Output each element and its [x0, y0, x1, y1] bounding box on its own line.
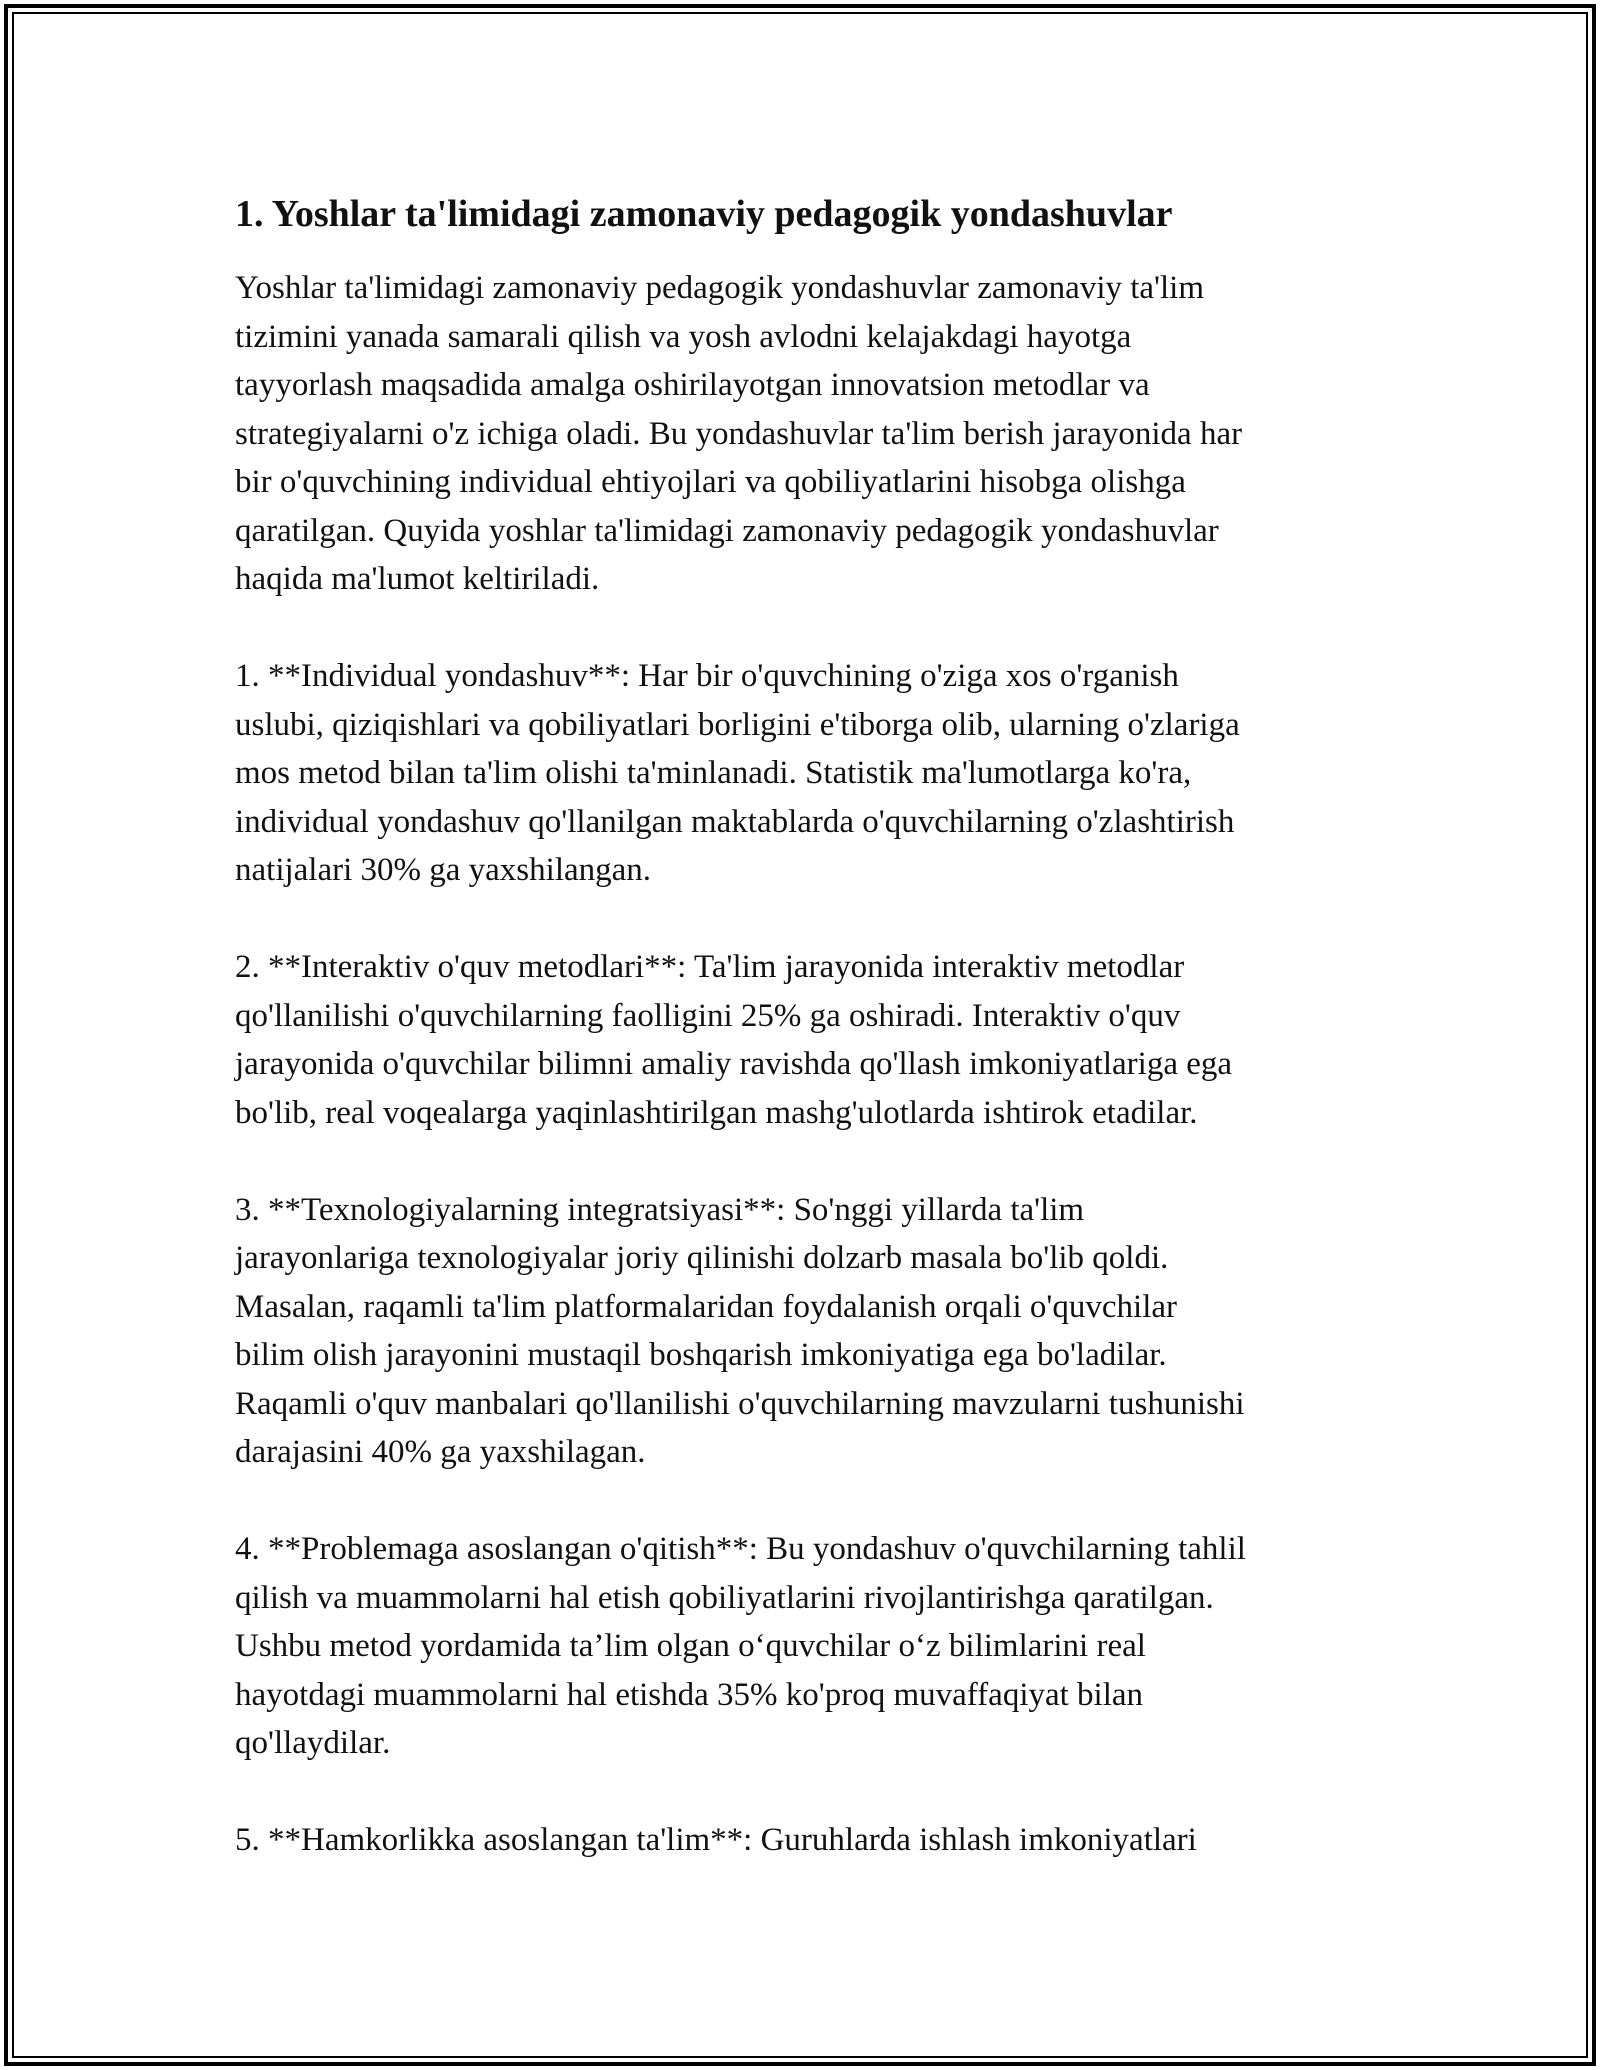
text-line: Yoshlar ta'limidagi zamonaviy pedagogik yondashuvlar zamonaviy ta'lim [235, 270, 1205, 306]
item-technology-integration [235, 1186, 1375, 1477]
text-line: Raqamli o'quv manbalari qo'llanilishi o'quvchilarning mavzularni tushunishi [235, 1385, 1245, 1422]
text-line: hayotdagi muammolarni hal etishda 35% ko'proq muvaffaqiyat bilan [235, 1676, 1144, 1713]
item-problem-based-learning [235, 1525, 1375, 1768]
text-line: uslubi, qiziqishlari va qobiliyatlari borligini e'tiborga olib, ularning o'zlariga [235, 706, 1240, 743]
intro-paragraph [235, 264, 1375, 604]
text-line: bilim olish jarayonini mustaqil boshqarish imkoniyatiga ega bo'ladilar. [235, 1337, 1167, 1373]
text-line: 5. **Hamkorlikka asoslangan ta'lim**: Guruhlarda ishlash imkoniyatlari [235, 1822, 1197, 1858]
text-line: darajasini 40% ga yaxshilagan. [235, 1434, 646, 1470]
text-line: haqida ma'lumot keltiriladi. [235, 561, 600, 597]
text-line: bir o'quvchining individual ehtiyojlari va qobiliyatlarini hisobga olishga [235, 464, 1186, 500]
text-line: jarayonlariga texnologiyalar joriy qilinishi dolzarb masala bo'lib qoldi. [235, 1240, 1169, 1276]
text-line: jarayonida o'quvchilar bilimni amaliy ravishda qo'llash imkoniyatlariga ega [235, 1046, 1233, 1082]
item-individual-approach [235, 652, 1375, 895]
text-line: tayyorlash maqsadida amalga oshirilayotgan innovatsion metodlar va [235, 367, 1150, 403]
text-line: individual yondashuv qo'llanilgan maktablarda o'quvchilarning o'zlashtirish [235, 803, 1235, 840]
text-line: 1. **Individual yondashuv**: Har bir o'quvchining o'ziga xos o'rganish [235, 658, 1179, 694]
text-line: Ushbu metod yordamida ta’lim olgan o‘quvchilar o‘z bilimlarini real [235, 1628, 1146, 1664]
text-line: bo'lib, real voqealarga yaqinlashtirilgan mashg'ulotlarda ishtirok etadilar. [235, 1094, 1198, 1131]
document-body [235, 188, 1375, 1913]
text-line: tizimini yanada samarali qilish va yosh avlodni kelajakdagi hayotga [235, 318, 1132, 355]
document-title: 1. Yoshlar ta'limidagi zamonaviy pedagogik yondashuvlar [235, 193, 1173, 235]
text-line: qo'llaydilar. [235, 1725, 391, 1761]
item-interactive-methods [235, 943, 1375, 1137]
text-line: qo'llanilishi o'quvchilarning faolligini 25% ga oshiradi. Interaktiv o'quv [235, 997, 1181, 1034]
text-line: strategiyalarni o'z ichiga oladi. Bu yondashuvlar ta'lim berish jarayonida har [235, 415, 1243, 452]
text-line: qilish va muammolarni hal etish qobiliyatlarini rivojlantirishga qaratilgan. [235, 1579, 1214, 1616]
text-line: natijalari 30% ga yaxshilangan. [235, 852, 652, 888]
text-line: 4. **Problemaga asoslangan o'qitish**: Bu yondashuv o'quvchilarning tahlil [235, 1531, 1246, 1567]
text-line: Masalan, raqamli ta'lim platformalaridan foydalanish orqali o'quvchilar [235, 1288, 1177, 1325]
text-line: qaratilgan. Quyida yoshlar ta'limidagi zamonaviy pedagogik yondashuvlar [235, 512, 1219, 549]
text-line: 2. **Interaktiv o'quv metodlari**: Ta'lim jarayonida interaktiv metodlar [235, 949, 1185, 985]
item-collaborative-learning [235, 1816, 1375, 1865]
text-line: 3. **Texnologiyalarning integratsiyasi**: So'nggi yillarda ta'lim [235, 1191, 1085, 1228]
text-line: mos metod bilan ta'lim olishi ta'minlanadi. Statistik ma'lumotlarga ko'ra, [235, 755, 1192, 791]
